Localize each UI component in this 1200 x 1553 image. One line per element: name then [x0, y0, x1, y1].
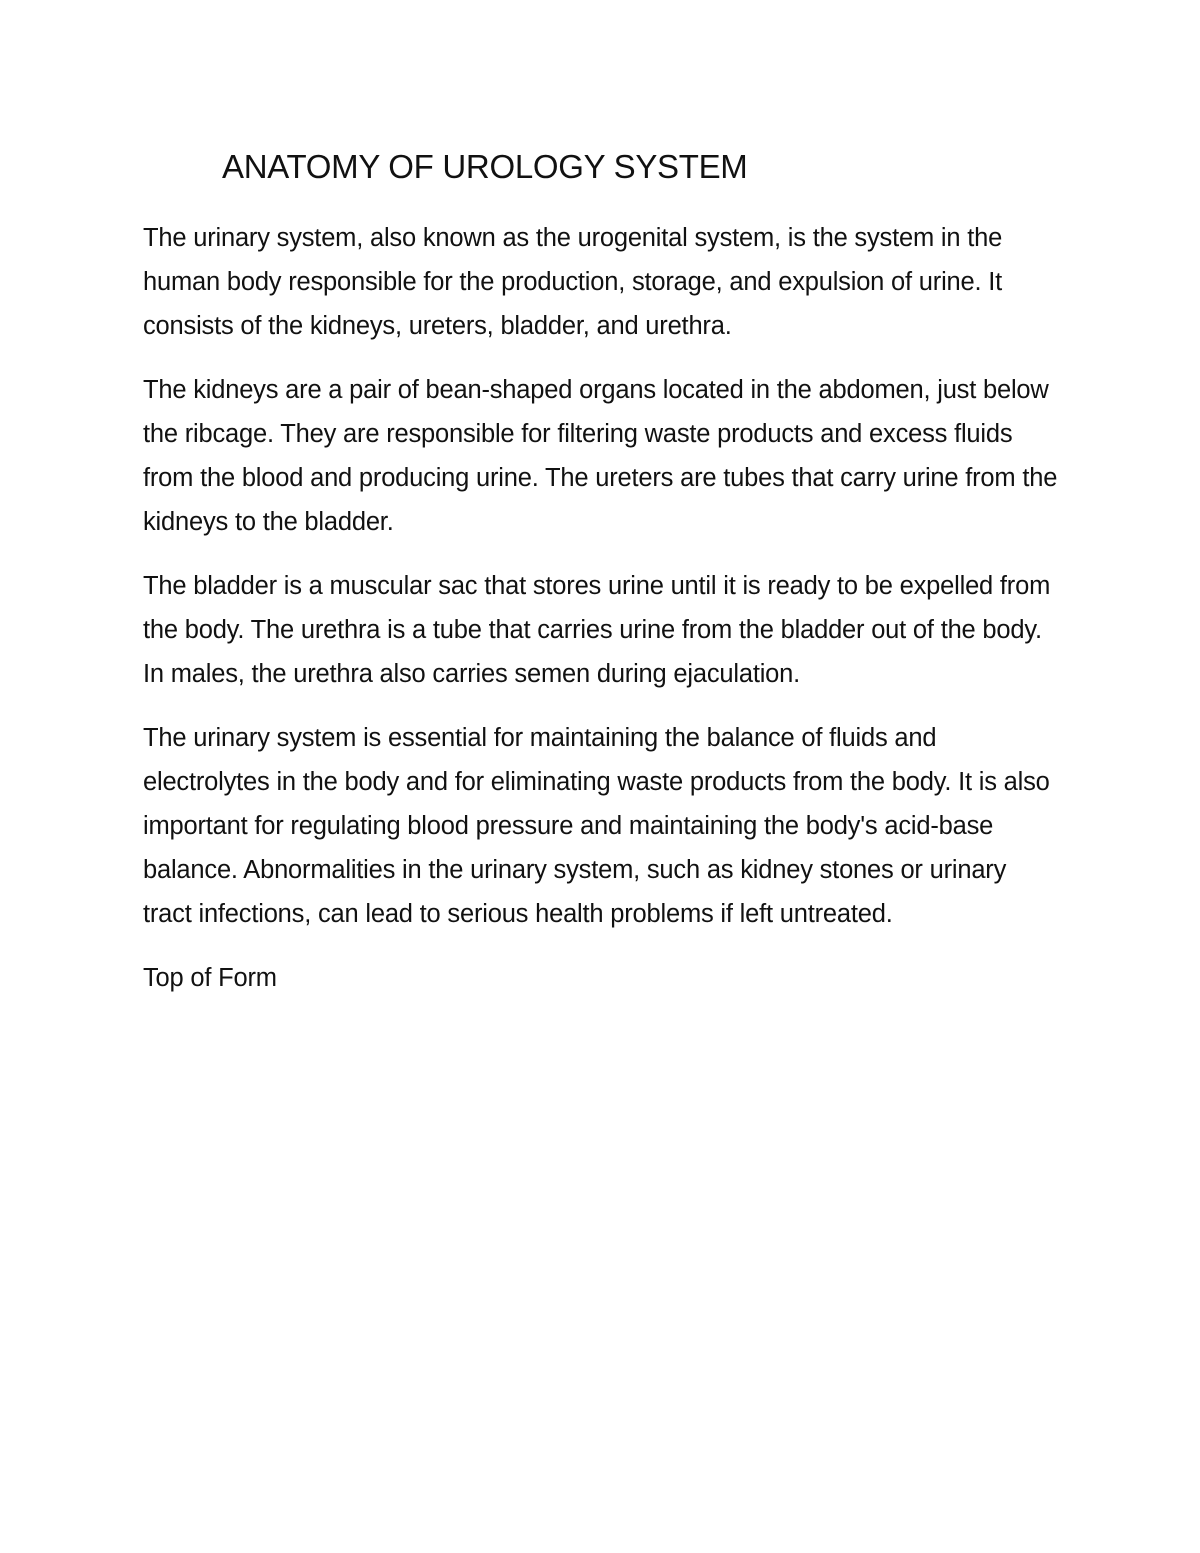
paragraph-kidneys-ureters: The kidneys are a pair of bean-shaped organs located in the abdomen, just below the ribcage. They are responsible for filtering waste products and excess fluids from the blood and producing urine. The ureters are tubes that carry urine from the kidneys to the bladder.	[143, 376, 1058, 536]
document-title: ANATOMY OF UROLOGY SYSTEM	[222, 148, 748, 185]
paragraph-bladder-urethra: The bladder is a muscular sac that stores urine until it is ready to be expelled from the body. The urethra is a tube that carries urine from the bladder out of the body. In males, the urethra also carries semen during ejaculation.	[143, 572, 1051, 688]
document-body	[143, 216, 1073, 1020]
paragraph-urinary-system-importance: The urinary system is essential for maintaining the balance of fluids and electrolytes in the body and for eliminating waste products from the body. It is also important for regulating blood pressure and maintaining the body's acid-base balance. Abnormalities in the urinary system, such as kidney stones or urinary tract infections, can lead to serious health problems if left untreated.	[143, 724, 1050, 928]
paragraph-urinary-system-overview: The urinary system, also known as the urogenital system, is the system in the human body responsible for the production, storage, and expulsion of urine. It consists of the kidneys, ureters, bladder, and urethra.	[143, 224, 1003, 340]
top-of-form-text: Top of Form	[143, 964, 277, 992]
